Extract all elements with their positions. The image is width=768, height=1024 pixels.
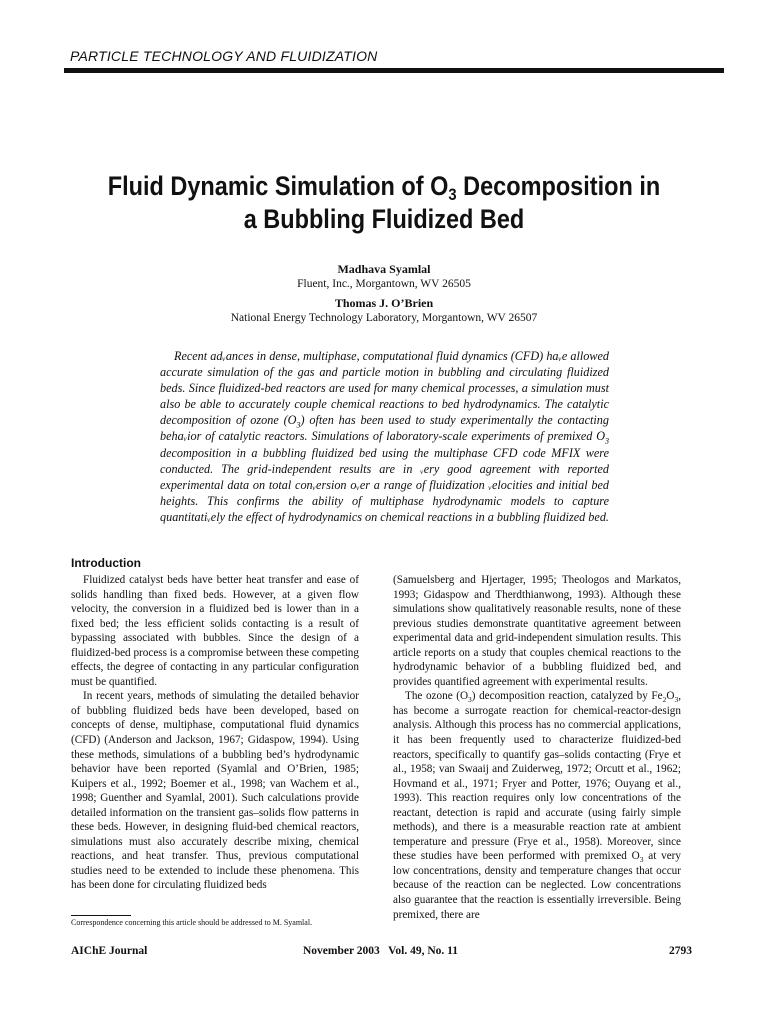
page-number: 2793 [669,945,692,957]
header-rule [64,68,724,73]
paragraph: Fluidized catalyst beds have better heat transfer and ease of solids handling than fixed beds. However, at a given flow velocity, the conversion in a fluidized bed is lower than in a fixed bed; the less efficient solids contacting is a result of bypassing associated with bubbles. Since the design of a fluidized-bed process is a compromise between these competing effects, the degree of contacting in any particular configuration must be quantified. [71,574,359,688]
author-2 [0,296,768,325]
body-column-left [71,555,359,893]
paragraph: (Samuelsberg and Hjertager, 1995; Theologos and Markatos, 1993; Gidaspow and Therdthianwong, 1993). Although these simulations show qualitatively reasonable results, none of these previous studies demonstrate quantitative agreement between experimental data and grid-independent simulation results. This article reports on a study that couples chemical reactions to the hydrodynamic behavior of a bubbling fluidized bed, and provides quantified agreement with experimental results. [393,574,681,688]
footnote: Correspondence concerning this article should be addressed to M. Syamlal. [71,918,313,927]
author-name: Thomas J. O’Brien [334,296,434,310]
footnote-rule [71,915,131,916]
footer-journal: AIChE Journal [71,945,148,957]
section-header: PARTICLE TECHNOLOGY AND FLUIDIZATION [70,48,378,64]
author-name: Madhava Syamlal [337,262,431,276]
paragraph: In recent years, methods of simulating the detailed behavior of bubbling fluidized beds have been developed, based on concepts of dense, multiphase, computational fluid dynamics (CFD) (Anderson and Jackson, 1967; Gidaspow, 1994). Using these methods, simulations of a bubbling bed’s hydrodynamic behavior have been reported (Syamlal and O’Brien, 1985; Kuipers et al., 1992; Boemer et al., 1998; van Wachem et al., 1998; Guenther and Syamlal, 2001). Such calculations provide detailed information on the transient gas–solids flow patterns in these beds. However, in designing fluid-bed chemical reactors, simulations must also accurately describe mixing, chemical reactions, and heat transfer. Thus, previous computational studies need to be extended to include these phenomena. This has been done for circulating fluidized beds [71,690,359,892]
body-column-right [393,573,681,922]
introduction-heading: Introduction [71,556,141,570]
author-1 [0,262,768,291]
footer-issue: November 2003 Vol. 49, No. 11 [303,945,459,957]
author-affiliation: Fluent, Inc., Morgantown, WV 26505 [297,278,471,290]
abstract: Recent adᵥances in dense, multiphase, computational fluid dynamics (CFD) haᵥe allowed accurate simulation of the gas and particle motion in bubbling and circulating fluidized beds. Since fluidized-bed reactors are used for many chemical processes, a simulation must also be able to accurately couple chemical reactions to bed hydrodynamics. The catalytic decomposition of ozone $(O_3)$ often has been used to study experimentally the contacting behaᵥior of catalytic reactors. Simulations of laboratory-scale experiments of premixed $O_3$ decomposition in a bubbling fluidized bed using the multiphase CFD code MFIX were conducted. The grid-independent results are in ᵥery good agreement with reported experimental data on total conᵥersion oᵥer a range of fluidization ᵥelocities and initial bed heights. This confirms the ability of multiphase hydrodynamic models to capture quantitatiᵥely the effect of hydrodynamics on chemical reactions in a bubbling fluidized bed. [160,349,609,524]
paragraph: The ozone $(O_3)$ decomposition reaction, catalyzed by $Fe_2O_3$, has become a surrogate reaction for chemical-reactor-design analysis. Although this process has no commercial applications, it has been frequently used to characterize fluidized-bed reactors, specifically to quantify gas–solids contacting (Frye et al., 1958; van Swaaij and Zuiderweg, 1972; Orcutt et al., 1962; Hovmand et al., 1971; Fryer and Potter, 1976; Ouyang et al., 1993). This reaction requires only low concentrations of the reactant, detection is rapid and accurate (using fairly simple methods), and there is a measurable reaction rate at ambient temperature and pressure (Frye et al., 1958). Moreover, since these studies have been performed with premixed $O_3$ at very low concentrations, density and temperature changes that occur because of the reaction can be neglected. Low concentrations also guarantee that the reaction is essentially irreversible. Being premixed, there are [393,690,682,921]
article-title: Fluid Dynamic Simulation of $O_3$ Decomposition in a Bubbling Fluidized Bed [107,171,661,234]
author-affiliation: National Energy Technology Laboratory, Morgantown, WV 26507 [230,312,538,324]
